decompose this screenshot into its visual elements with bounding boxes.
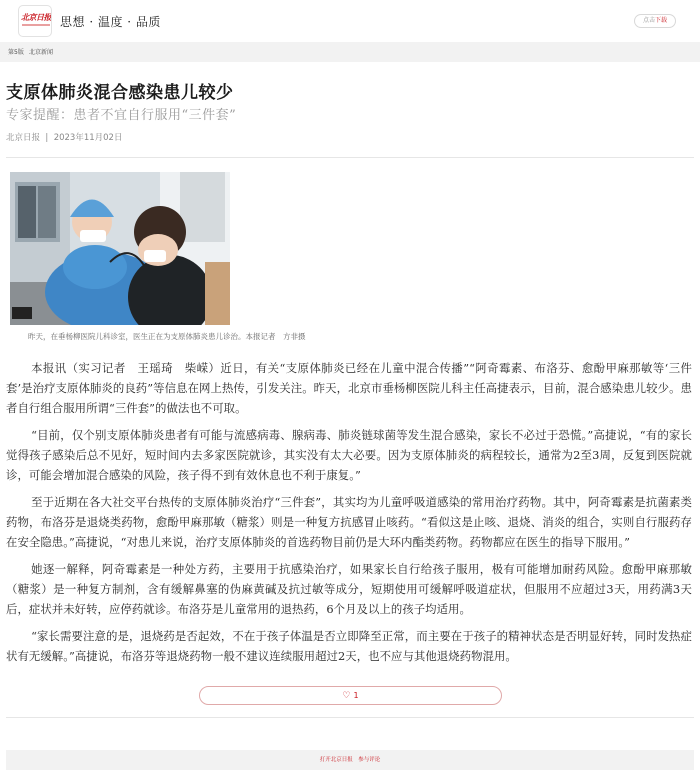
article-photo[interactable] bbox=[10, 172, 230, 325]
article-meta bbox=[6, 131, 122, 143]
article-date: 2023年11月02日 bbox=[53, 133, 123, 143]
top-bar bbox=[0, 0, 700, 42]
logo-underline bbox=[22, 24, 50, 26]
section-name: 北京新闻 bbox=[29, 49, 54, 56]
logo-text: 北京日报 bbox=[21, 12, 51, 22]
app-slogan: 思想 · 温度 · 品质 bbox=[60, 15, 161, 29]
divider bbox=[6, 717, 694, 718]
download-label: 下载 bbox=[655, 17, 668, 24]
like-button[interactable] bbox=[199, 686, 502, 705]
page-number: 第5版 bbox=[8, 49, 24, 56]
article-paragraph: 至于近期在各大社交平台热传的支原体肺炎治疗“三件套”，其实均为儿童呼吸道感染的常用治疗药物。其中，阿奇霉素是抗菌素类药物，布洛芬是退烧类药物，愈酚甲麻那敏（糖浆）则是一种复方抗感冒止咳药。“看似这是止咳、退烧、消炎的组合，实则自行服药存在安全隐患。”高捷说，“对患儿来说，治疗支原体肺炎的首选药物目前仍是大环内酯类药物。药物都应在医生的指导下服用。” bbox=[6, 495, 692, 549]
article-paragraph: 她逐一解释，阿奇霉素是一种处方药，主要用于抗感染治疗，如果家长自行给孩子服用，极有可能增加耐药风险。愈酚甲麻那敏（糖浆）是一种复方制剂，含有缓解鼻塞的伪麻黄碱及抗过敏等成分，短期使用可缓解呼吸道症状，但服用不应超过3天，用药满3天后，症状并未好转，应停药就诊。布洛芬是儿童常用的退热药，6个月及以上的孩子均适用。 bbox=[6, 562, 692, 616]
article-body bbox=[6, 358, 692, 673]
page-info-bar bbox=[0, 42, 700, 62]
footer-text: 打开北京日报 参与评论 bbox=[319, 757, 381, 763]
divider bbox=[6, 157, 694, 158]
app-logo[interactable] bbox=[18, 5, 52, 37]
photo-caption: 昨天，在垂杨柳医院儿科诊室，医生正在为支原体肺炎患儿诊治。本报记者 方非摄 bbox=[28, 332, 306, 341]
article-paragraph: 本报讯（实习记者 王瑶琦 柴嵘）近日，有关“支原体肺炎已经在儿童中混合传播”“阿奇霉素、布洛芬、愈酚甲麻那敏等‘三件套’是治疗支原体肺炎的良药”等信息在网上热传，引发关注。昨天，北京市垂杨柳医院儿科主任高捷表示，目前，混合感染患儿较少。患者自行组合服用所谓“三件套”的做法也不可取。 bbox=[6, 361, 692, 415]
photo-illustration bbox=[10, 172, 230, 325]
article-paragraph: “目前，仅个别支原体肺炎患者有可能与流感病毒、腺病毒、肺炎链球菌等发生混合感染，家长不必过于恐慌。”高捷说，“有的家长觉得孩子感染后总不见好，短时间内去多家医院就诊，其实没有太大必要。因为支原体肺炎的病程较长，通常为2至3周，反复到医院就诊，可能会增加混合感染的风险，孩子得不到有效休息也不利于康复。” bbox=[6, 428, 692, 482]
article-title: 支原体肺炎混合感染患儿较少 bbox=[6, 83, 234, 103]
like-count: 1 bbox=[353, 691, 359, 700]
meta-separator: | bbox=[42, 133, 51, 143]
article-subtitle: 专家提醒：患者不宜自行服用“三件套” bbox=[6, 108, 237, 123]
article-source: 北京日报 bbox=[6, 133, 41, 143]
heart-icon: ♡ bbox=[342, 691, 351, 701]
download-label-prefix: 点击 bbox=[642, 17, 655, 24]
download-app-button[interactable] bbox=[634, 14, 676, 28]
article-paragraph: “家长需要注意的是，退烧药是否起效，不在于孩子体温是否立即降至正常，而主要在于孩子的精神状态是否明显好转，同时发热症状有无缓解。”高捷说，布洛芬等退烧药物一般不建议连续服用超过2天，也不应与其他退烧药物混用。 bbox=[6, 629, 692, 663]
open-app-comment-bar[interactable] bbox=[6, 750, 694, 770]
